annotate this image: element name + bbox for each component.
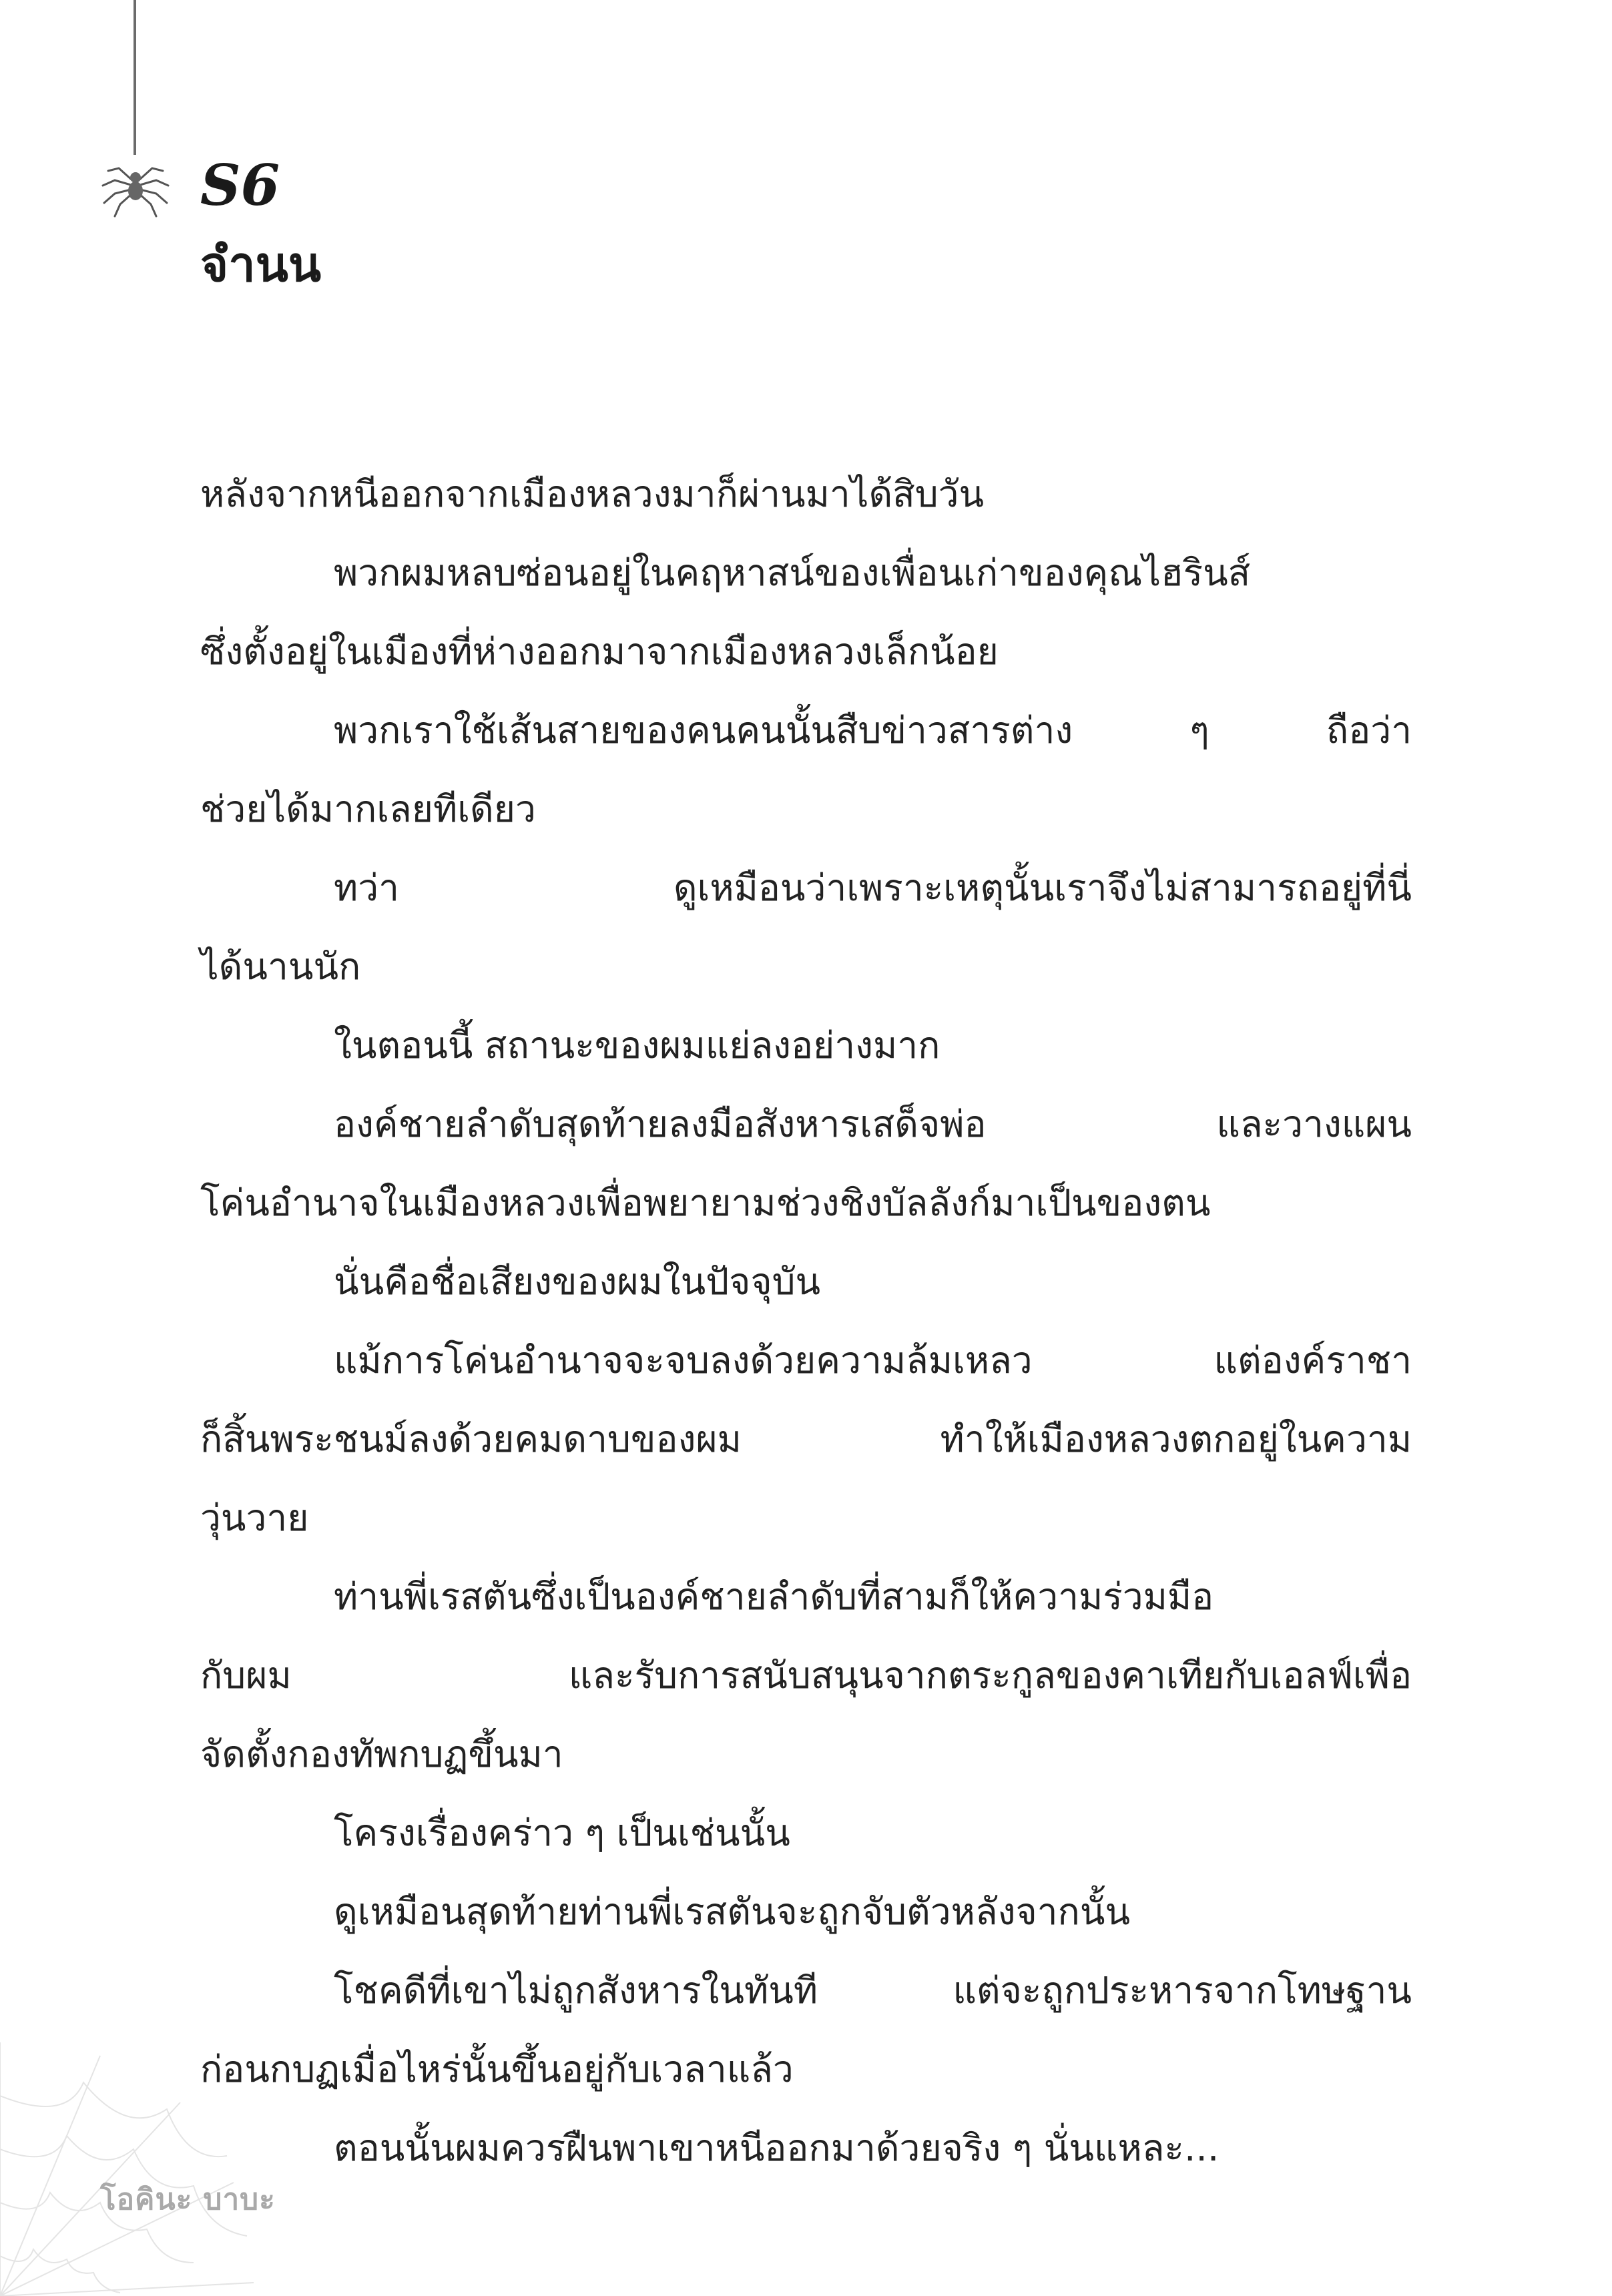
body-line: กับผม และรับการสนับสนุนจากตระกูลของคาเทียกับเอลฟ์เพื่อ xyxy=(200,1654,1412,1697)
body-line: ช่วยได้มากเลยทีเดียว xyxy=(200,788,536,830)
body-line: โชคดีที่เขาไม่ถูกสังหารในทันที แต่จะถูกประหารจากโทษฐาน xyxy=(334,1969,1412,2012)
body-line: โครงเรื่องคร่าว ๆ เป็นเช่นนั้น xyxy=(334,1811,790,1854)
body-line: แม้การโค่นอำนาจจะจบลงด้วยความล้มเหลว แต่องค์ราชา xyxy=(334,1339,1412,1382)
body-line: ซึ่งตั้งอยู่ในเมืองที่ห่างออกมาจากเมืองหลวงเล็กน้อย xyxy=(200,630,999,673)
footer-author: โอคินะ บาบะ xyxy=(100,2183,276,2217)
body-line: พวกผมหลบซ่อนอยู่ในคฤหาสน์ของเพื่อนเก่าของคุณไฮรินส์ xyxy=(334,551,1251,594)
body-line: ดูเหมือนสุดท้ายท่านพี่เรสตันจะถูกจับตัวหลังจากนั้น xyxy=(334,1890,1131,1933)
body-line: องค์ชายลำดับสุดท้ายลงมือสังหารเสด็จพ่อ และวางแผน xyxy=(334,1103,1412,1145)
body-line: โค่นอำนาจในเมืองหลวงเพื่อพยายามช่วงชิงบัลลังก์มาเป็นของตน xyxy=(200,1181,1211,1224)
body-line: ท่านพี่เรสตันซึ่งเป็นองค์ชายลำดับที่สามก็ให้ความร่วมมือ xyxy=(334,1575,1214,1618)
cobweb-icon xyxy=(0,2042,254,2296)
body-line: ตอนนั้นผมควรฝืนพาเขาหนีออกมาด้วยจริง ๆ นั่นแหละ... xyxy=(334,2126,1220,2169)
body-line: พวกเราใช้เส้นสายของคนคนนั้นสืบข่าวสารต่าง ๆ ถือว่า xyxy=(334,709,1412,752)
body-line: วุ่นวาย xyxy=(200,1496,309,1539)
body-line: จัดตั้งกองทัพกบฏขึ้นมา xyxy=(200,1733,563,1775)
body-line: ได้นานนัก xyxy=(200,945,361,988)
body-line: ก่อนกบฏเมื่อไหร่นั้นขึ้นอยู่กับเวลาแล้ว xyxy=(200,2048,794,2090)
body-line: ในตอนนี้ สถานะของผมแย่ลงอย่างมาก xyxy=(334,1024,941,1067)
body-line: หลังจากหนีออกจากเมืองหลวงมาก็ผ่านมาได้สิบวัน xyxy=(200,473,985,515)
body-line: นั่นคือชื่อเสียงของผมในปัจจุบัน xyxy=(334,1260,821,1303)
body-line: ทว่า ดูเหมือนว่าเพราะเหตุนั้นเราจึงไม่สามารถอยู่ที่นี่ xyxy=(334,866,1412,909)
chapter-number: S6 xyxy=(200,152,280,218)
chapter-title: จำนน xyxy=(200,236,322,292)
body-line: ก็สิ้นพระชนม์ลงด้วยคมดาบของผม ทำให้เมืองหลวงตกอยู่ในความ xyxy=(200,1418,1412,1460)
